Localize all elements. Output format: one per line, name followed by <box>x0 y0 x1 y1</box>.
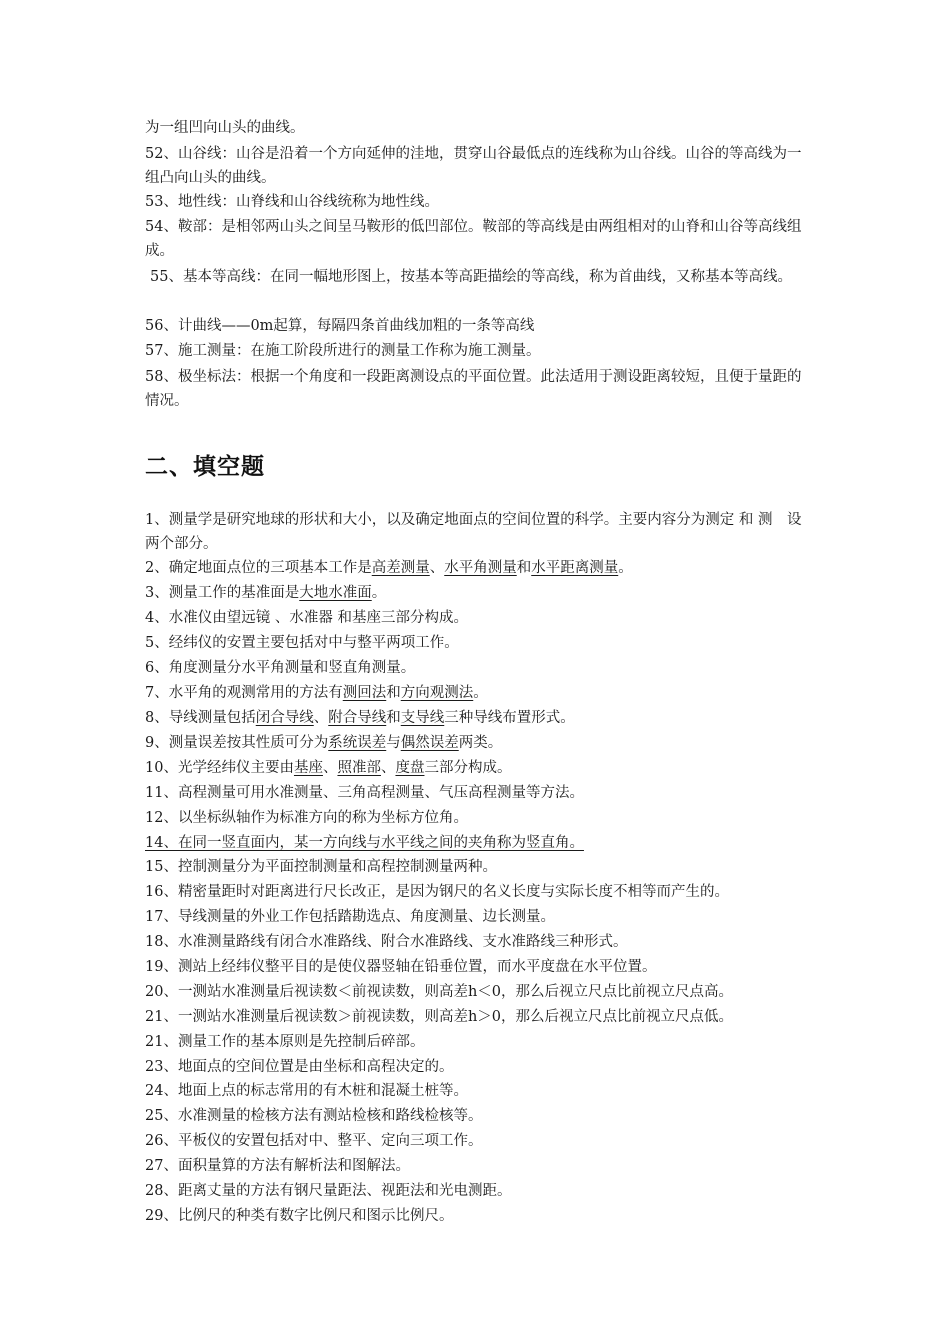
fill-item-11: 11、高程测量可用水准测量、三角高程测量、气压高程测量等方法。 <box>145 785 584 801</box>
definition-52: 52、山谷线：山谷是沿着一个方向延伸的洼地，贯穿山谷最低点的连线称为山谷线。山谷的等高线为一组凸向山头的曲线。 <box>145 146 802 186</box>
fill-item-10: 10、光学经纬仪主要由基座、照准部、度盘三部分构成。 <box>145 760 512 776</box>
fill-item-16: 16、精密量距时对距离进行尺长改正，是因为钢尺的名义长度与实际长度不相等而产生的。 <box>145 884 729 900</box>
fill-item-13: 12、以坐标纵轴作为标准方向的称为坐标方位角。 <box>145 810 468 826</box>
fill-item-24: 24、地面上点的标志常用的有木桩和混凝土桩等。 <box>145 1083 468 1099</box>
definition-57: 57、施工测量：在施工阶段所进行的测量工作称为施工测量。 <box>145 343 541 359</box>
definition-53: 53、地性线：山脊线和山谷线统称为地性线。 <box>145 194 439 210</box>
fill-item-19: 19、测站上经纬仪整平目的是使仪器竖轴在铅垂位置，而水平度盘在水平位置。 <box>145 959 657 975</box>
fill-item-25: 25、水准测量的检核方法有测站检核和路线检核等。 <box>145 1108 483 1124</box>
fill-item-6: 6、角度测量分水平角测量和竖直角测量。 <box>145 660 416 676</box>
fill-item-18: 18、水准测量路线有闭合水准路线、附合水准路线、支水准路线三种形式。 <box>145 934 628 950</box>
fill-item-1: 1、测量学是研究地球的形状和大小，以及确定地面点的空间位置的科学。主要内容分为测定 和 测 设 两个部分。 <box>145 512 802 552</box>
fill-item-7: 7、水平角的观测常用的方法有测回法和方向观测法。 <box>145 685 488 701</box>
fill-item-9: 9、测量误差按其性质可分为系统误差与偶然误差两类。 <box>145 735 503 751</box>
fill-item-4: 4、水准仪由望远镜 、水准器 和基座三部分构成。 <box>145 610 468 626</box>
definition-55: 55、基本等高线：在同一幅地形图上，按基本等高距描绘的等高线，称为首曲线，又称基本等高线。 <box>150 269 792 285</box>
definition-51-continued: 为一组凹向山头的曲线。 <box>145 120 305 136</box>
fill-item-3: 3、测量工作的基准面是大地水准面。 <box>145 585 387 601</box>
section-title: 二、填空题 <box>145 454 265 480</box>
definition-58: 58、极坐标法：根据一个角度和一段距离测设点的平面位置。此法适用于测设距离较短，且便于量距的情况。 <box>145 369 802 409</box>
fill-item-27: 27、面积量算的方法有解析法和图解法。 <box>145 1158 410 1174</box>
fill-item-29: 29、比例尺的种类有数字比例尺和图示比例尺。 <box>145 1208 454 1224</box>
fill-item-21: 21、一测站水准测量后视读数＞前视读数，则高差h＞0，那么后视立尺点比前视立尺点低。 <box>145 1009 734 1025</box>
fill-item-26: 26、平板仪的安置包括对中、整平、定向三项工作。 <box>145 1133 483 1149</box>
fill-item-28: 28、距离丈量的方法有钢尺量距法、视距法和光电测距。 <box>145 1183 512 1199</box>
definition-54: 54、鞍部：是相邻两山头之间呈马鞍形的低凹部位。鞍部的等高线是由两组相对的山脊和山谷等高线组成。 <box>145 219 802 259</box>
definition-56: 56、计曲线——0m起算，每隔四条首曲线加粗的一条等高线 <box>145 318 535 334</box>
fill-item-5: 5、经纬仪的安置主要包括对中与整平两项工作。 <box>145 635 459 651</box>
fill-item-23: 23、地面点的空间位置是由坐标和高程决定的。 <box>145 1059 454 1075</box>
fill-item-8: 8、导线测量包括闭合导线、附合导线和支导线三种导线布置形式。 <box>145 710 575 726</box>
fill-item-20: 20、一测站水准测量后视读数＜前视读数，则高差h＜0，那么后视立尺点比前视立尺点高。 <box>145 984 734 1000</box>
fill-item-14: 14、在同一竖直面内，某一方向线与水平线之间的夹角称为竖直角。 <box>145 835 584 851</box>
fill-item-2: 2、确定地面点位的三项基本工作是高差测量、水平角测量和水平距离测量。 <box>145 560 633 576</box>
fill-item-15: 15、控制测量分为平面控制测量和高程控制测量两种。 <box>145 859 497 875</box>
fill-item-22: 21、测量工作的基本原则是先控制后碎部。 <box>145 1034 425 1050</box>
fill-item-17: 17、导线测量的外业工作包括踏勘选点、角度测量、边长测量。 <box>145 909 555 925</box>
